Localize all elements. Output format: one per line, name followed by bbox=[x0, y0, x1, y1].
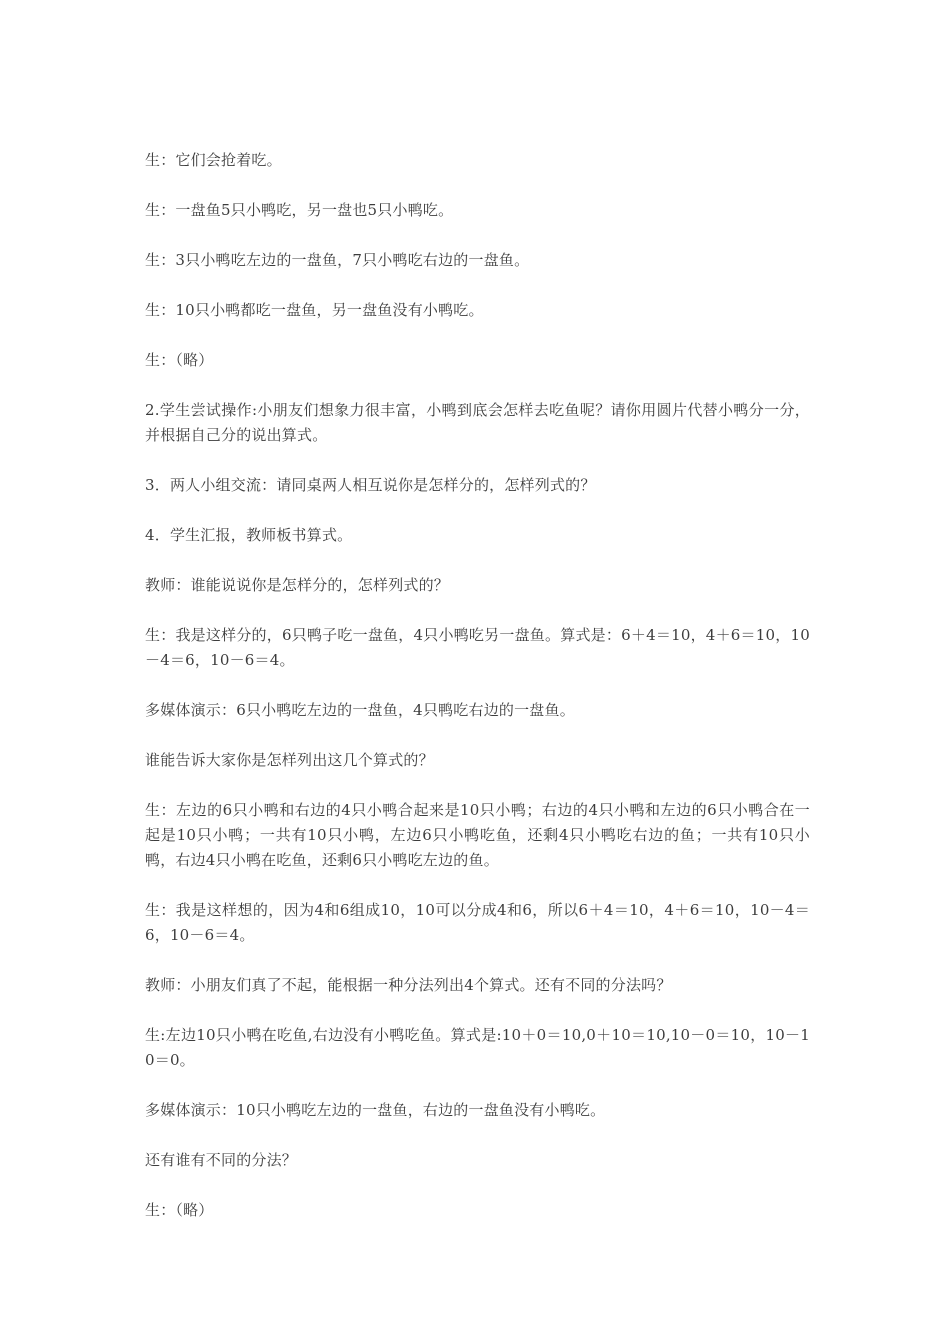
paragraph-15: 教师：小朋友们真了不起，能根据一种分法列出4个算式。还有不同的分法吗？ bbox=[145, 976, 672, 994]
paragraph-14: 生：我是这样想的，因为4和6组成10，10可以分成4和6，所以6＋4＝10，4＋6＝10，10－4＝6，10－6＝4。 bbox=[145, 901, 810, 944]
paragraph-13: 生：左边的6只小鸭和右边的4只小鸭合起来是10只小鸭；右边的4只小鸭和左边的6只小鸭合在一起是10只小鸭；一共有10只小鸭，左边6只小鸭吃鱼，还剩4只小鸭吃右边的鱼；一共有10只小鸭，右边4只小鸭在吃鱼，还剩6只小鸭吃左边的鱼。 bbox=[145, 801, 810, 869]
paragraph-10: 生：我是这样分的，6只鸭子吃一盘鱼，4只小鸭吃另一盘鱼。算式是：6＋4＝10，4＋6＝10，10－4＝6，10－6＝4。 bbox=[145, 626, 810, 669]
paragraph-7: 3．两人小组交流：请同桌两人相互说你是怎样分的，怎样列式的？ bbox=[145, 476, 596, 494]
paragraph-1: 生：它们会抢着吃。 bbox=[145, 151, 282, 169]
paragraph-17: 多媒体演示：10只小鸭吃左边的一盘鱼，右边的一盘鱼没有小鸭吃。 bbox=[145, 1101, 606, 1119]
paragraph-19: 生：（略） bbox=[145, 1201, 214, 1219]
paragraph-11: 多媒体演示：6只小鸭吃左边的一盘鱼，4只鸭吃右边的一盘鱼。 bbox=[145, 701, 575, 719]
document-body bbox=[145, 148, 810, 1248]
paragraph-4: 生：10只小鸭都吃一盘鱼，另一盘鱼没有小鸭吃。 bbox=[145, 301, 484, 319]
paragraph-16: 生:左边10只小鸭在吃鱼,右边没有小鸭吃鱼。算式是:10＋0＝10,0＋10＝10,10－0＝10，10－10＝0。 bbox=[145, 1026, 810, 1069]
paragraph-8: 4．学生汇报，教师板书算式。 bbox=[145, 526, 353, 544]
paragraph-5: 生：（略） bbox=[145, 351, 214, 369]
paragraph-6: 2.学生尝试操作:小朋友们想象力很丰富，小鸭到底会怎样去吃鱼呢？请你用圆片代替小鸭分一分，并根据自己分的说出算式。 bbox=[145, 401, 810, 444]
paragraph-2: 生：一盘鱼5只小鸭吃，另一盘也5只小鸭吃。 bbox=[145, 201, 454, 219]
paragraph-3: 生：3只小鸭吃左边的一盘鱼，7只小鸭吃右边的一盘鱼。 bbox=[145, 251, 530, 269]
paragraph-12: 谁能告诉大家你是怎样列出这几个算式的？ bbox=[145, 751, 434, 769]
paragraph-9: 教师：谁能说说你是怎样分的，怎样列式的？ bbox=[145, 576, 450, 594]
paragraph-18: 还有谁有不同的分法？ bbox=[145, 1151, 298, 1169]
